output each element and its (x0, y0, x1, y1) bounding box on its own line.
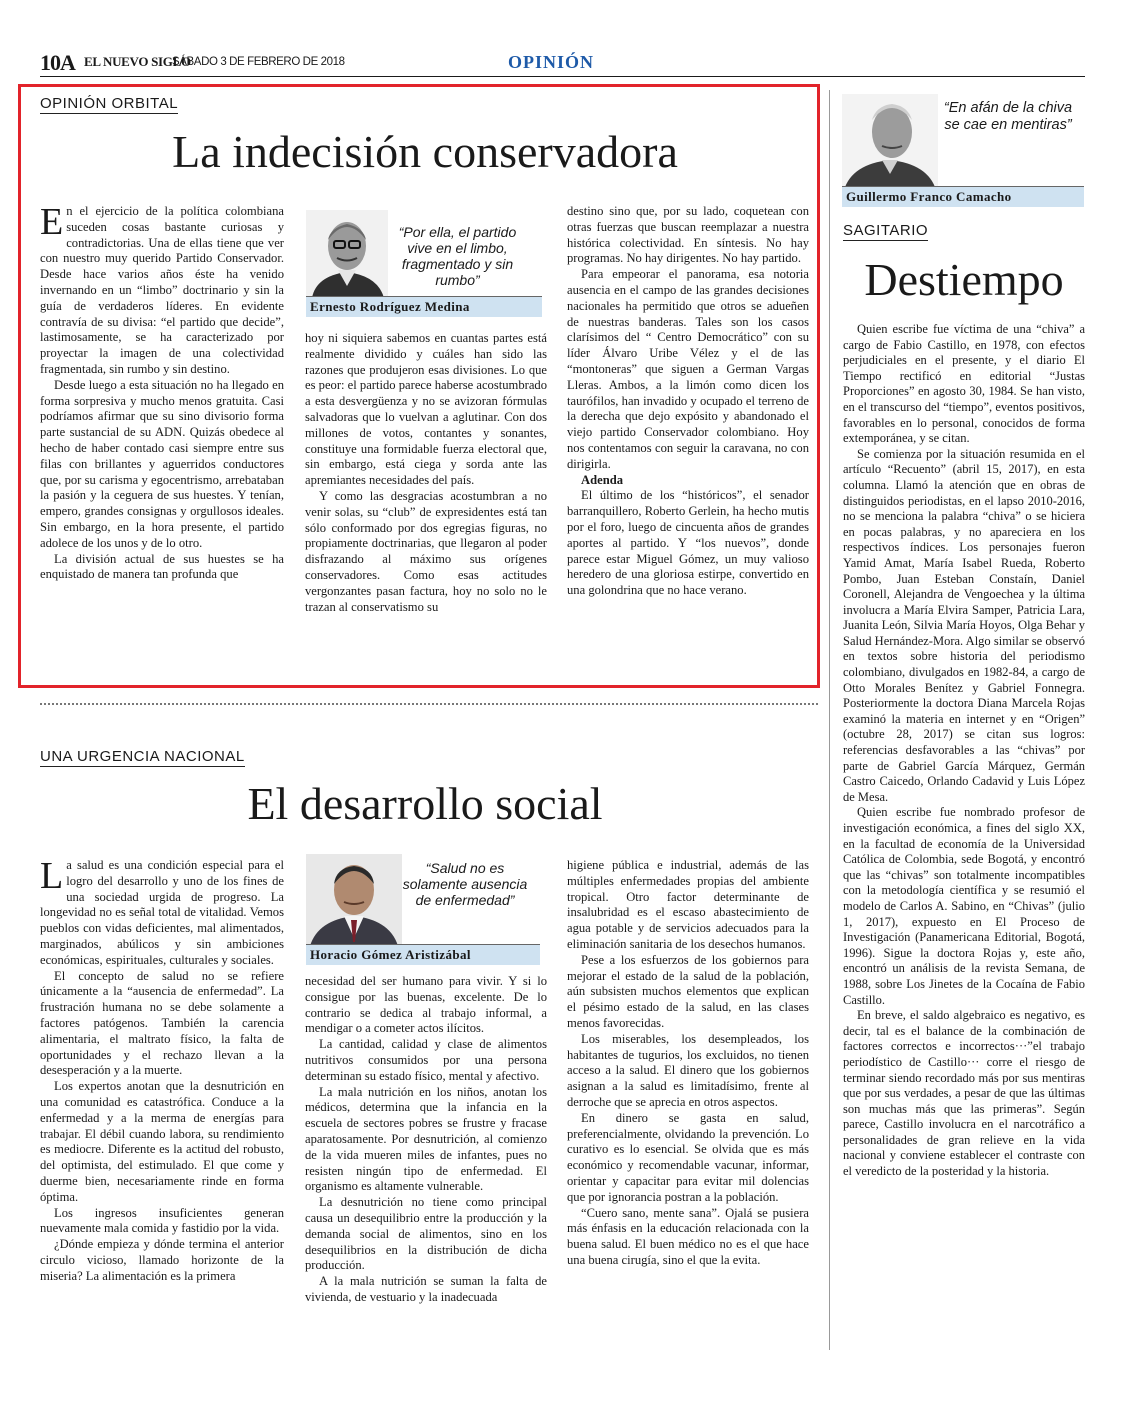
paragraph: Pese a los esfuerzos de los gobiernos para mejorar el estado de la salud de la población, aún subsisten muchos elementos que explican el pésimo estado de la salud, en las clases menos favorecidas. (567, 952, 809, 1030)
page-number: 10A (40, 50, 75, 75)
author-byline: Ernesto Rodríguez Medina (306, 296, 542, 317)
author-byline: Horacio Gómez Aristizábal (306, 944, 540, 965)
paragraph: Y como las desgracias acostumbran a no venir solas, su “club” de expresidentes está tan sólo conformado por dos egregias figuras, no propiamente doctrinarias, que llegaron al poder disfrazando al máximo sus orígenes conservadores. Como esas actitudes vergonzantes pasan factura, hoy no solo no le trazan al conservatismo su (305, 488, 547, 614)
paragraph: ¿Dónde empieza y dónde termina el anterior circulo vicioso, llamado horizonte de la miseria? La alimentación es la primera (40, 1237, 284, 1283)
paragraph: Los expertos anotan que la desnutrición en una comunidad es catastrófica. Conduce a la enfermedad y a la merma de energías para trabajar. El débil cuando labora, su rendimiento es mediocre. Diferente es la actitud del robusto, del optimista, del estimulado. El que come y duerme bien, necesariamente rinde en forma óptima. (40, 1079, 284, 1204)
article2-column-1 (40, 858, 284, 1358)
paragraph: Los ingresos insuficientes generan nuevamente mala comida y fastidio por la vida. (40, 1205, 284, 1236)
newspaper-name: EL NUEVO SIGLO (84, 54, 191, 69)
paragraph: Se comienza por la situación resumida en el artículo “Recuento” (abril 15, 2017), en esta columna. Llamó la atención que en obras de distinguidos periodistas, en el lapso 2010-2016, no se menciona la palabra “chiva” o se hiciera en pocas palabras, y no apareciera en los respectivos índices. Los personajes fueron Yamid Amat, María Isabel Rueda, Roberto Pombo, Juan Esteban Constaín, Daniel Coronell, Alejandra de Vengoechea y la última involucra a María Elvira Samper, Patricia Lara, Juanita León, Silvia María Hoyos, Olga Behar y Salud Hernández-Mora. Algo similar se observó en textos sobre historia del periodismo colombiano, divulgados en 1982-84, a cargo de Otto Morales Benítez y Gabriel Fonnegra. Posteriormente la doctora Diana Marcela Rojas examinó la materia en internet y en “Origen” (octubre 28, 2017) se citan sus logros: referencias desfavorables a las “chivas” por parte de Gabriel García Márquez, Germán Castro Caicedo, Orlando Cadavid y Luis López de Mesa. (843, 446, 1085, 804)
article3-title: Destiempo (864, 254, 1064, 305)
paragraph: Para empeorar el panorama, esa notoria ausencia en el campo de las grandes decisiones nacionales ha permitido que otros se adueñen de nuestras banderas. Tales son los casos clarísimos del “ Centro Democrático” con su líder Álvaro Uribe Vélez y el de las “montoneras” que siguen a German Vargas Lleras. Ambos, a la limón como dicen los taurófilos, han invadido y ocupado el terreno de la derecha que dejo expósito y abandonado el viejo partido Conservador colombiano. Hoy nos contentamos con seguir la caravana, no con dirigirla. (567, 267, 809, 471)
paragraph: En breve, el saldo algebraico es negativo, es decir, tal es el balance de la combinación de factores correctos e incorrectos···”el trabajo periodístico de Castillo··· corre el riesgo de terminar siendo recordado más por sus mentiras que por sus verdades, a pesar de que las últimas son muchas más que las primeras”. Según parece, Castillo involucra en el narcotráfico a personalidades de gran relieve en la vida nacional y conviene establecer el contraste con el veredicto de la posteridad y la historia. (843, 1008, 1085, 1179)
paragraph: n el ejercicio de la política colombiana suceden cosas bastante curiosas y contradictorias. Una de ellas tiene que ver con nuestro muy querido Partido Conservador. Desde hace varios años éste ha venido invernando en un “limbo” doctrinario y sin la guía de verdaderos líderes. En evidente contravía de su divisa: “el partido que decide”, lastimosamente, se ha caracterizado por proyectar la imagen de una colectividad fragmentada, sin rumbo y sin destino. (40, 204, 284, 376)
paragraph: La división actual de sus huestes se ha enquistado de manera tan profunda que (40, 551, 284, 582)
article2-kicker: UNA URGENCIA NACIONAL (40, 748, 245, 765)
author-photo (306, 210, 388, 298)
paragraph: Desde luego a esta situación no ha llegado en forma sorpresiva y mucho menos gratuita. Casi podríamos afirmar que su sino divisorio forma parte sustancial de su ADN. Quizás obedece al hecho de haber contado casi siempre entre sus filas con brillantes y aguerridos conductores que, por su carisma y egocentrismo, arrebataban la pasión y la ceguera de sus huestes. Y tenían, empero, grandes consignas y orgullosos ideales. Sin embargo, en la hora presente, el partido adolece de los unos y de lo otro. (40, 377, 284, 550)
paragraph: “Cuero sano, mente sana”. Ojalá se pusiera más énfasis en la educación relacionada con la buena salud. El buen médico no es el que hace una buena cirugía, sino el que la evita. (567, 1205, 809, 1267)
paragraph: higiene pública e industrial, además de las múltiples enfermedades propias del ambiente tropical. Otro factor determinante de insalubridad es el escaso abastecimiento de agua potable y de servicios adecuados para la eliminación sanitaria de los desechos humanos. (567, 858, 809, 951)
dropcap: L (40, 858, 64, 897)
article3-column (843, 322, 1085, 1357)
article1-column-1 (40, 204, 284, 664)
paragraph: necesidad del ser humano para vivir. Y si lo consigue por las buenas, excelente. De lo contrario se dedica al trabajo informal, a mendigar o a cometer actos ilícitos. (305, 974, 547, 1036)
article1-column-2 (305, 331, 547, 661)
paragraph: hoy ni siquiera sabemos en cuantas partes está realmente dividido y cuáles han sido las razones que produjeron esas divisiones. Lo que es peor: el partido parece haberse acostumbrado a esta desvergüenza y no se avizoran fórmulas salvadoras que lo vuelvan a aglutinar. Con dos millones de votos, contantes y sonantes, constituye una formidable fuerza electoral que, sin embargo, está ciega y sorda ante las apremiantes necesidades del país. (305, 331, 547, 488)
paragraph: Los miserables, los desempleados, los habitantes de tugurios, los excluidos, no tienen acceso a la salud. El dinero que los gobiernos asignan a la salud es limitadísimo, frente al derroche que se aprecia en otros aspectos. (567, 1031, 809, 1109)
author-photo (842, 94, 938, 190)
article3-kicker: SAGITARIO (843, 222, 929, 239)
article2-column-2 (305, 974, 547, 1358)
article2-column-3 (567, 858, 809, 1358)
article1-column-3 (567, 204, 809, 664)
article2-title: El desarrollo social (247, 778, 603, 829)
dropcap: E (40, 204, 64, 243)
paragraph: Quien escribe fue nombrado profesor de investigación económica, a fines del siglo XX, en la facultad de economía de la Universidad Católica de Colombia, sede Bogotá, y encontró que las “chivas” son totalmente incompatibles con la metodología científica y se resumió el modelo de Carlos A. Sabino, en “Chivas” (julio 1, 2017), expuesto en El Proceso de Investigación (Panamericana Editorial, Bogotá, 1996). Sigue la doctora Rojas y, este año, encontró un análisis de la revista Semana, de 1988, sobre Los Jinetes de la Cocaína de Fabio Castillo. (843, 805, 1085, 1007)
article1-kicker: OPINIÓN ORBITAL (40, 95, 179, 112)
paragraph: Quien escribe fue víctima de una “chiva” a cargo de Fabio Castillo, en 1978, con efectos perjudiciales en el presente, y el diario El Tiempo rectificó en editorial “Justas Proporciones” en agosto 30, 1984. Se han visto, en el transcurso del “tiempo”, eventos positivos, favorables en lo personal, conocidos de forma extemporánea, y se citan. (843, 322, 1085, 446)
paragraph: En dinero se gasta en salud, preferencialmente, olvidando la prevención. Lo curativo es lo esencial. Se olvida que es más económico y recomendable vacunar, informar, orientar y capacitar para evitar mil dolencias que por ignorancia postran a la población. (567, 1110, 809, 1204)
paragraph: a salud es una condición especial para el logro del desarrollo y uno de los fines de una sociedad urgida de progreso. La longevidad no es señal total de vitalidad. Vemos pueblos con vidas deficientes, mal alimentados, marginados, abúlicos y sin ambiciones económicas, espirituales, culturales y sociales. (40, 858, 284, 967)
paragraph: La desnutrición no tiene como principal causa un desequilibrio entre la producción y la demanda social de alimentos, sino en los desequilibrios en la distribución de dicha producción. (305, 1195, 547, 1273)
section-title: OPINIÓN (508, 52, 595, 72)
paragraph: La cantidad, calidad y clase de alimentos nutritivos consumidos por una persona determinan su estado físico, mental y afectivo. (305, 1037, 547, 1083)
paragraph: A la mala nutrición se suman la falta de vivienda, de vestuario y la inadecuada (305, 1274, 547, 1304)
paragraph: destino sino que, por su lado, coquetean con otras fuerzas que buscan reemplazar a nuestra histórica colectividad. En síntesis. No hay programas. No hay dirigentes. No hay partido. (567, 204, 809, 266)
paragraph: La mala nutrición en los niños, anotan los médicos, determina que la infancia en la escuela de sectores pobres se frustre y fracase aparatosamente. Por desnutrición, al comienzo de la vida mueren miles de infantes, pues no resisten ningún tipo de enfermedad. El organismo es altamente vulnerable. (305, 1084, 547, 1194)
article1-title: La indecisión conservadora (172, 126, 678, 177)
header-rule (40, 76, 1085, 77)
pull-quote: “Salud no es solamente ausencia de enfermedad” (402, 860, 528, 908)
author-byline: Guillermo Franco Camacho (842, 186, 1084, 207)
paragraph: El último de los “históricos”, el senador barranquillero, Roberto Gerlein, ha hecho mutis por el foro, luego de cincuenta años de grandes aportes al partido. Y “los nuevos”, donde parece estar Miguel Gómez, un muy valioso heredero de una gloriosa estirpe, convertido en una golondrina que no hace verano. (567, 488, 809, 598)
issue-date: SÁBADO 3 DE FEBRERO DE 2018 (172, 56, 345, 68)
section-divider (40, 703, 818, 705)
author-photo (306, 854, 402, 946)
column-separator (829, 90, 830, 1350)
subhead: Adenda (581, 472, 623, 487)
paragraph: El concepto de salud no se refiere únicamente a la “ausencia de enfermedad”. La frustración humana no se debe solamente a factores patógenos. También la carencia alimentaria, el maltrato físico, la falta de oportunidades y el rechazo llevan a la desesperación y a la muerte. (40, 968, 284, 1078)
pull-quote: “Por ella, el partido vive en el limbo, fragmentado y sin rumbo” (398, 224, 517, 288)
pull-quote: “En afán de la chiva se cae en mentiras” (943, 100, 1073, 133)
